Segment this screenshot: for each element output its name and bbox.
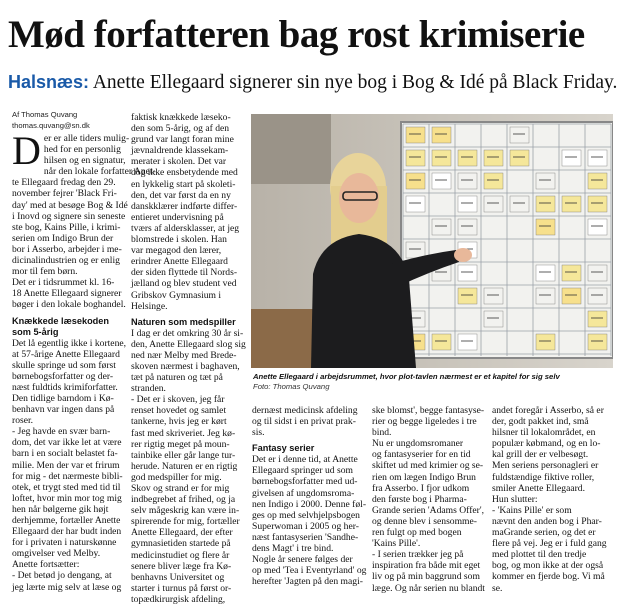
text-line: flere på vej. Jeg er i fuld gang bbox=[492, 538, 607, 550]
text-line: Det er i tidsrummet kl. 16- bbox=[12, 277, 115, 289]
subheadline-text: Anette Ellegaard signerer sin nye bog i Bog & Idé på Black Friday. bbox=[92, 72, 618, 93]
text-line: for mig - det nærmeste bibli- bbox=[12, 470, 123, 482]
text-line: otek, et trygt sted med tid til bbox=[12, 481, 121, 493]
text-line: maGrande serien, og det er bbox=[492, 527, 596, 539]
text-line: at 57-årige Anette Ellegaard bbox=[12, 348, 120, 360]
text-line: smiler Anette Ellegaard. bbox=[492, 482, 585, 494]
text-line: tankerne, hvis jeg er kørt bbox=[131, 416, 227, 428]
text-line: I dag er det omkring 30 år si- bbox=[131, 327, 244, 339]
text-line: loftet, hvor min mor tog mig bbox=[12, 492, 122, 504]
text-line: der siden flyttede til Nords- bbox=[131, 267, 238, 279]
text-line: i Inovd og signere sin seneste bbox=[12, 210, 126, 222]
text-line: andet foregår i Asserbo, så er bbox=[492, 405, 604, 416]
text-line: day' med at besøge Bog & Idé bbox=[12, 199, 128, 211]
text-line: børnebogsforfatter og der- bbox=[12, 370, 114, 382]
text-line: børnebogsforfatter med ud- bbox=[252, 476, 358, 488]
text-line: ren fulgt op med bogen bbox=[372, 527, 462, 539]
text-line: givelsen af ungdomsroma- bbox=[252, 487, 355, 499]
text-line: sis. bbox=[252, 427, 265, 439]
text-line: fuldstændige fiktive roller, bbox=[492, 471, 595, 483]
text-line: indbegrebet af frihed, og ja bbox=[131, 494, 236, 506]
section-heading-naturen: Naturen som medspiller bbox=[131, 316, 236, 327]
text-line: hilsner til lokalområdet, en bbox=[492, 427, 596, 439]
text-line: Nu er ungdomsromaner bbox=[372, 438, 464, 450]
text-line: omgivelser ved Melby. bbox=[12, 548, 101, 560]
text-line: rer rigtig meget på moun- bbox=[131, 438, 230, 450]
text-line: medicinstudiet og flere år bbox=[131, 549, 230, 561]
text-line: skoven nærmest i baghaven, bbox=[131, 360, 240, 372]
text-line: var megagod den lærer, bbox=[131, 245, 222, 257]
text-line: starter i turnus på først or- bbox=[131, 582, 232, 594]
text-line: god medspiller for mig. bbox=[131, 471, 222, 483]
location-label: Halsnæs: bbox=[8, 72, 90, 92]
text-line: bøger i den lokale boghandel. bbox=[12, 299, 126, 311]
text-line: Grande serien 'Adams Offer', bbox=[372, 504, 484, 516]
text-line: senere bliver læge fra Kø- bbox=[131, 560, 232, 572]
text-column-5 bbox=[492, 405, 610, 594]
text-line: jeg lærte mig selv at læse og bbox=[12, 581, 122, 593]
text-line: gymnasietiden startede på bbox=[131, 538, 231, 550]
text-line: Den tidlige barndom i Kø- bbox=[12, 392, 114, 404]
text-line: selv mågeskrig kan være in- bbox=[131, 505, 240, 517]
text-line: inspiration fra både mit eget bbox=[372, 560, 481, 572]
text-line: Hun slutter: bbox=[492, 493, 538, 505]
text-line: Skov og strand er for mig bbox=[131, 483, 230, 494]
text-line: jævnaldrende klassekam- bbox=[131, 145, 229, 157]
article-subheadline bbox=[8, 70, 618, 95]
text-line: læge. Og når serien nu blandt bbox=[372, 582, 485, 594]
text-line: og til sidst i en privat prak- bbox=[252, 416, 356, 428]
text-line: og denne blev i sensomme- bbox=[372, 515, 477, 527]
text-line: - 'Kains Pille' er som bbox=[492, 504, 572, 516]
section-heading-fantasy: Fantasy serier bbox=[252, 443, 315, 454]
text-line: Superwoman i 2005 og her- bbox=[252, 520, 359, 532]
text-line: kal grill der er velbesøgt. bbox=[492, 449, 589, 461]
text-line: mor til fem børn. bbox=[12, 266, 78, 278]
text-line: næst fuldtids krimiforfatter. bbox=[12, 381, 118, 393]
text-line: - Det betød jo dengang, at bbox=[12, 570, 112, 582]
text-line: fast med skriveriet. Jeg kø- bbox=[131, 427, 236, 439]
text-line: skiftet ud med krimier og se- bbox=[372, 460, 484, 472]
text-line: - Jeg havde en svær barn- bbox=[12, 426, 111, 438]
text-line: hed for en personlig bbox=[43, 144, 121, 156]
text-line: herefter 'Jagten på den magi- bbox=[252, 576, 363, 588]
text-line: 'Kains Pille'. bbox=[372, 538, 421, 550]
text-line: faktisk knækkede læseko- bbox=[131, 112, 231, 123]
text-line: november fejrer 'Black Fri- bbox=[12, 188, 117, 200]
text-line: jælland og blev student ved bbox=[131, 278, 237, 290]
text-line: den, Anette Ellegaard slog sig bbox=[131, 338, 246, 350]
text-line: Det er i denne tid, at Anette bbox=[252, 454, 358, 466]
text-line: for i privaten i naturskønne bbox=[12, 537, 117, 549]
photo-credit: Foto: Thomas Quvang bbox=[253, 382, 330, 391]
text-line: tainbike eller går lange tur- bbox=[131, 449, 236, 461]
text-column-3 bbox=[252, 405, 367, 588]
text-line: - I serien trækker jeg på bbox=[372, 549, 464, 561]
article-headline: Mød forfatteren bag rost krimiserie bbox=[8, 13, 585, 56]
text-line: hen når bølgerne gik højt bbox=[12, 503, 109, 515]
text-line: bind. bbox=[372, 427, 392, 439]
text-line: Anette fortsætter: bbox=[12, 559, 80, 571]
text-line: erindrer Anette Ellegaard bbox=[131, 256, 228, 268]
text-line: dog ikke ensbetydende med bbox=[131, 167, 238, 179]
text-line: hilsen og en signatur, bbox=[43, 155, 126, 167]
text-line: barn i en socialt belastet fa- bbox=[12, 448, 118, 460]
author-email[interactable]: thomas.quvang@sn.dk bbox=[12, 121, 90, 130]
text-line: serien om Indigo Brun der bbox=[12, 232, 114, 244]
text-line: Helsinge. bbox=[131, 300, 168, 312]
text-line: Gribskov Gymnasium i bbox=[131, 289, 222, 301]
text-line: op med 'Tea i Eventyrland' og bbox=[252, 565, 367, 577]
text-line: topædkirurgisk afdeling, bbox=[131, 593, 226, 605]
text-line: liv og på min baggrund som bbox=[372, 571, 480, 583]
text-line: Anette Ellegaard, der efter bbox=[131, 527, 233, 539]
text-line: nævnt den anden bog i Phar- bbox=[492, 515, 602, 527]
text-line: tæt på naturen og tæt på bbox=[131, 372, 223, 384]
text-line: ste bog, Kains Pille, i krimi- bbox=[12, 221, 121, 233]
text-line: er er alle tiders mulig- bbox=[43, 133, 130, 144]
text-line: kommer en fjerde bog. Vi må bbox=[492, 571, 605, 583]
text-line: danskklærer indførte differ- bbox=[131, 200, 238, 212]
text-line: blomstrede i skolen. Han bbox=[131, 234, 227, 246]
text-line: bor i Asserbo, arbejder i me- bbox=[12, 243, 122, 255]
text-line: rier og begge ligeledes i tre bbox=[372, 416, 477, 428]
text-line: se. bbox=[492, 582, 503, 594]
text-line: ske blomst', begge fantasyse- bbox=[372, 405, 485, 416]
text-line: den som 5-årig, og af den bbox=[131, 123, 230, 135]
text-column-4 bbox=[372, 405, 484, 594]
text-line: dom, det var ikke let at være bbox=[12, 437, 122, 449]
text-line: med plottet til den tredje bbox=[492, 549, 587, 561]
text-line: benhavns Universitet og bbox=[131, 571, 225, 583]
text-line: ges op med selvhjelpsbogen bbox=[252, 509, 360, 521]
text-line: næst fantasyserien 'Sandhe- bbox=[252, 531, 359, 543]
text-line: Nogle år senere følges der bbox=[252, 554, 353, 566]
text-line: den første bog i Pharma- bbox=[372, 493, 467, 505]
text-line: Ellegaard springer ud som bbox=[252, 465, 353, 477]
text-line: dicinalindustrien og er enlig bbox=[12, 255, 120, 267]
text-line: den, det var først da en ny bbox=[131, 189, 231, 201]
text-line: når den lokale forfatter Anet- bbox=[43, 166, 156, 178]
text-line: Ellegaard der har budt inden bbox=[12, 526, 122, 538]
text-line: der, godt pakket ind, små bbox=[492, 416, 589, 428]
text-line: derhjemme, fortæller Anette bbox=[12, 515, 121, 526]
text-line: entieret undervisning på bbox=[131, 211, 224, 223]
text-line: milie. Men der var et frirum bbox=[12, 459, 120, 471]
text-line: skulle springe ud som først bbox=[12, 359, 116, 371]
text-line: fra Asserbo. I fjor udkom bbox=[372, 482, 470, 494]
text-column-2 bbox=[131, 112, 245, 605]
text-line: populær købmand, og en lo- bbox=[492, 438, 601, 450]
text-line: Men seriens personagleri er bbox=[492, 460, 599, 472]
photo-caption: Anette Ellegaard i arbejdsrummet, hvor plot-tavlen nærmest er et kapitel for sig selv bbox=[253, 372, 560, 381]
photo-illustration bbox=[251, 114, 613, 368]
text-line: Det lå egentlig ikke i kortene, bbox=[12, 337, 127, 349]
text-line: dernæst medicinsk afdeling bbox=[252, 405, 358, 416]
drop-cap: D bbox=[12, 128, 41, 173]
photo-caption-block bbox=[253, 372, 613, 392]
text-line: ned nær Melby med Brede- bbox=[131, 349, 237, 361]
text-line: 18 Anette Ellegaard signerer bbox=[12, 288, 122, 300]
text-line: benhavn var ingen dans på bbox=[12, 404, 115, 416]
text-line: spirerende for mig, fortæller bbox=[131, 516, 240, 528]
section-heading-knaekkede: Knækkede læsekoden som 5-årig bbox=[12, 315, 110, 337]
text-line: te Ellegaard fredag den 29. bbox=[12, 177, 116, 189]
author-photo bbox=[251, 114, 613, 368]
text-line: stranden. bbox=[131, 383, 166, 395]
text-line: herude. Naturen er en rigtig bbox=[131, 460, 238, 472]
author-name: Af Thomas Quvang bbox=[12, 110, 78, 119]
text-line: dens Magt' i tre bind. bbox=[252, 543, 334, 555]
text-line: grund var langt foran mine bbox=[131, 134, 234, 146]
text-line: tværs af aldersklasser, at jeg bbox=[131, 222, 240, 234]
text-line: rien om lægen Indigo Brun bbox=[372, 471, 476, 483]
text-line: bog, og mon ikke at der også bbox=[492, 560, 604, 572]
text-line: roser. bbox=[12, 415, 34, 427]
text-line: merater i skolen. Det var bbox=[131, 156, 227, 168]
text-line: renset hovedet og samlet bbox=[131, 405, 227, 417]
text-line: en lykkelig start på skoleti- bbox=[131, 178, 236, 190]
text-line: nen Indigo i 2000. Denne føl- bbox=[252, 498, 367, 510]
text-line: - Det er i skoven, jeg får bbox=[131, 394, 225, 406]
text-line: og fantasyserier for en tid bbox=[372, 449, 471, 461]
